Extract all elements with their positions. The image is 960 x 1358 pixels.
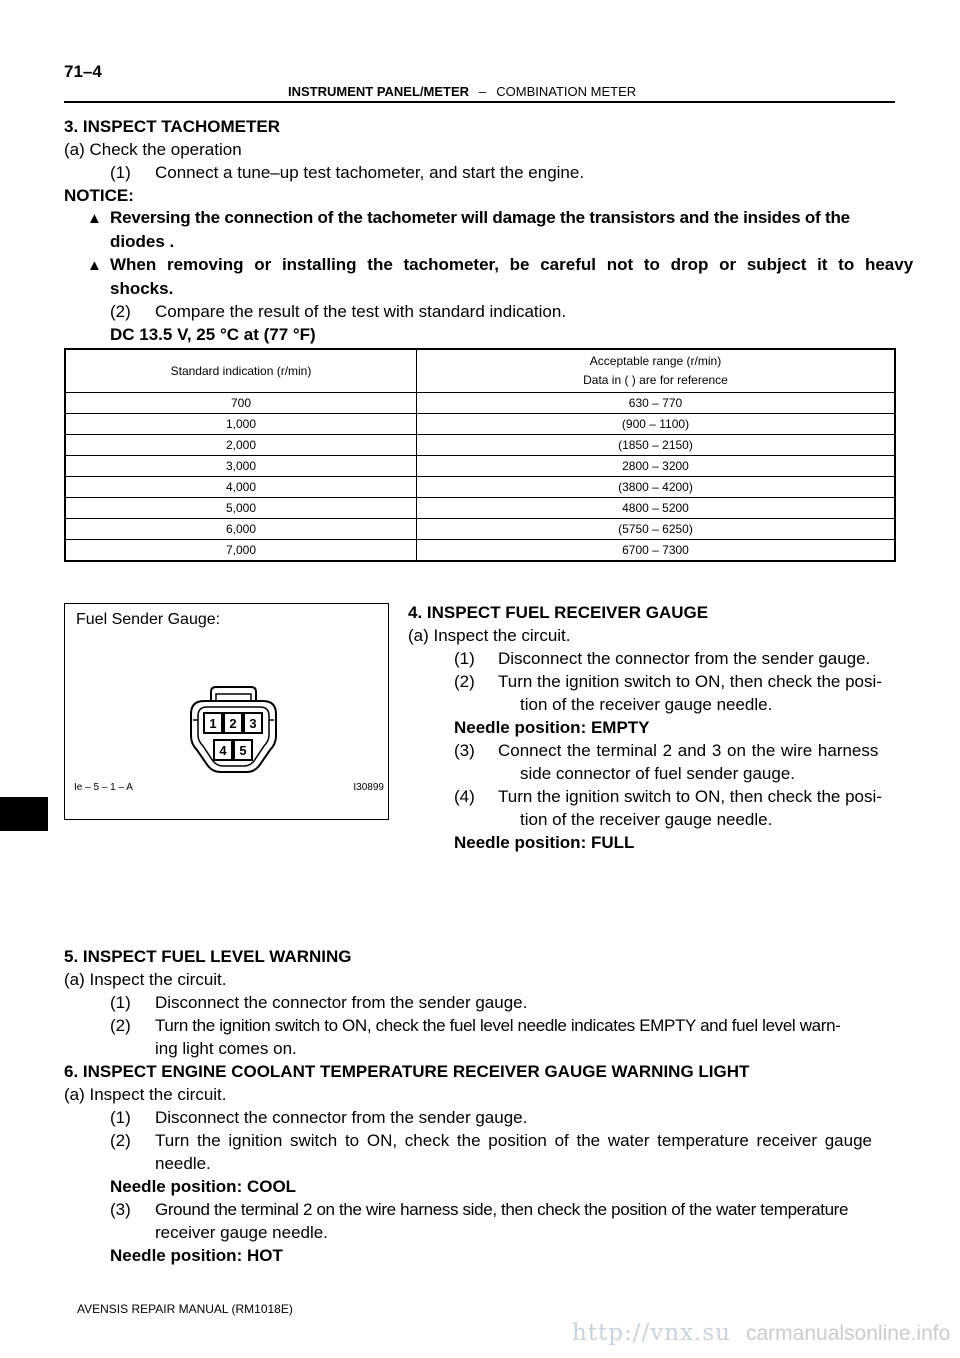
column-header-standard: Standard indication (r/min) xyxy=(65,349,417,393)
section-4-step-4-line-1: Turn the ignition switch to ON, then check the posi- xyxy=(498,787,882,806)
section-6-step-a: (a) Inspect the circuit. xyxy=(64,1085,227,1104)
table-row xyxy=(65,498,895,519)
figure-id: I30899 xyxy=(353,782,384,793)
standard-cell: 3,000 xyxy=(65,456,417,477)
section-4-step-2-line-2: tion of the receiver gauge needle. xyxy=(520,695,773,714)
figure-left-code: Ie – 5 – 1 – A xyxy=(74,782,133,793)
section-4-title: 4. INSPECT FUEL RECEIVER GAUGE xyxy=(408,603,709,622)
table-row xyxy=(65,456,895,477)
section-5-step-1-num: (1) xyxy=(110,993,131,1012)
page-number: 71–4 xyxy=(64,62,102,81)
section-4-step-1-num: (1) xyxy=(454,649,475,668)
section-6-step-3-line-1: Ground the terminal 2 on the wire harness side, then check the position of the water temperature xyxy=(155,1200,849,1219)
watermark-site: carmanualsonline.info xyxy=(746,1322,951,1345)
watermark-url: http://vnx.su xyxy=(572,1320,731,1346)
section-4-step-3-line-2: side connector of fuel sender gauge. xyxy=(520,764,796,783)
section-4-step-1: Disconnect the connector from the sender gauge. xyxy=(498,649,871,668)
section-3-step-1-num: (1) xyxy=(110,163,131,182)
section-3-step-a: (a) Check the operation xyxy=(64,140,242,159)
section-3-title: 3. INSPECT TACHOMETER xyxy=(64,117,280,136)
table-row xyxy=(65,414,895,435)
range-cell: 2800 – 3200 xyxy=(417,456,896,477)
section-4-result-1: Needle position: EMPTY xyxy=(454,718,650,737)
section-3-step-2-num: (2) xyxy=(110,302,131,321)
section-6-step-2-line-2: needle. xyxy=(155,1154,211,1173)
table-row xyxy=(65,477,895,498)
section-6-step-2-num: (2) xyxy=(110,1131,131,1150)
section-6-step-3-num: (3) xyxy=(110,1200,131,1219)
column-header-acceptable-line-2: Data in ( ) are for reference xyxy=(583,373,728,387)
notice-2-line-2: shocks. xyxy=(110,279,174,298)
standard-cell: 7,000 xyxy=(65,540,417,562)
running-header xyxy=(288,84,636,99)
range-cell: (900 – 1100) xyxy=(417,414,896,435)
section-4-step-3-num: (3) xyxy=(454,741,475,760)
column-header-acceptable-line-1: Acceptable range (r/min) xyxy=(589,354,722,368)
header-rule xyxy=(64,101,895,103)
section-5-title: 5. INSPECT FUEL LEVEL WARNING xyxy=(64,947,352,966)
figure-title: Fuel Sender Gauge: xyxy=(76,611,221,628)
standard-cell: 6,000 xyxy=(65,519,417,540)
section-tab-marker xyxy=(0,797,48,831)
section-4-step-3-line-1: Connect the terminal 2 and 3 on the wire harness xyxy=(498,741,879,760)
table-row xyxy=(65,393,895,414)
notice-2-line-1: When removing or installing the tachometer, be careful not to drop or subject it to heavy xyxy=(110,255,914,274)
section-6-title: 6. INSPECT ENGINE COOLANT TEMPERATURE RECEIVER GAUGE WARNING LIGHT xyxy=(64,1062,750,1081)
range-cell: 630 – 770 xyxy=(417,393,896,414)
column-header-acceptable xyxy=(417,349,896,393)
section-5-step-2-line-2: ing light comes on. xyxy=(155,1039,297,1058)
range-cell: (1850 – 2150) xyxy=(417,435,896,456)
notice-label: NOTICE: xyxy=(64,186,134,205)
table-row xyxy=(65,435,895,456)
section-5-step-a: (a) Inspect the circuit. xyxy=(64,970,227,989)
header-section: INSTRUMENT PANEL/METER xyxy=(288,84,470,99)
section-4-result-2: Needle position: FULL xyxy=(454,833,635,852)
warning-bullet-icon: ▲ xyxy=(87,210,102,227)
section-4-step-2-line-1: Turn the ignition switch to ON, then check the posi- xyxy=(498,672,882,691)
standard-cell: 700 xyxy=(65,393,417,414)
standard-cell: 2,000 xyxy=(65,435,417,456)
section-4-step-2-num: (2) xyxy=(454,672,475,691)
section-6-step-2-line-1: Turn the ignition switch to ON, check the position of the water temperature receiver gauge xyxy=(155,1131,872,1150)
header-subsection: COMBINATION METER xyxy=(496,84,637,99)
warning-bullet-icon: ▲ xyxy=(87,257,102,274)
standard-cell: 5,000 xyxy=(65,498,417,519)
section-4-step-4-num: (4) xyxy=(454,787,475,806)
pin-label: 2 xyxy=(229,716,237,731)
section-5-step-2-line-1: Turn the ignition switch to ON, check the fuel level needle indicates EMPTY and fuel level warn- xyxy=(155,1016,841,1035)
pin-label: 1 xyxy=(209,716,217,731)
section-4-step-a: (a) Inspect the circuit. xyxy=(408,626,571,645)
tachometer-spec-table xyxy=(64,348,896,562)
section-6-step-1-num: (1) xyxy=(110,1108,131,1127)
test-condition: DC 13.5 V, 25 °C at (77 °F) xyxy=(110,325,316,344)
range-cell: (5750 – 6250) xyxy=(417,519,896,540)
standard-cell: 1,000 xyxy=(65,414,417,435)
header-separator: – xyxy=(479,84,487,99)
section-5-step-2-num: (2) xyxy=(110,1016,131,1035)
pin-label: 5 xyxy=(239,743,247,758)
pin-label: 3 xyxy=(249,716,257,731)
table-row xyxy=(65,540,895,562)
pin-label: 4 xyxy=(219,743,227,758)
notice-1-line-1: Reversing the connection of the tachometer will damage the transistors and the insides of the xyxy=(110,208,850,227)
section-4-step-4-line-2: tion of the receiver gauge needle. xyxy=(520,810,773,829)
standard-cell: 4,000 xyxy=(65,477,417,498)
notice-1-line-2: diodes . xyxy=(110,232,175,251)
section-3-step-1: Connect a tune–up test tachometer, and start the engine. xyxy=(155,163,585,182)
range-cell: 4800 – 5200 xyxy=(417,498,896,519)
section-6-result-1: Needle position: COOL xyxy=(110,1177,297,1196)
fuel-sender-figure xyxy=(64,603,389,820)
section-3-step-2: Compare the result of the test with standard indication. xyxy=(155,302,567,321)
section-6-step-1: Disconnect the connector from the sender gauge. xyxy=(155,1108,528,1127)
range-cell: (3800 – 4200) xyxy=(417,477,896,498)
manual-footer: AVENSIS REPAIR MANUAL (RM1018E) xyxy=(77,1302,293,1316)
section-6-result-2: Needle position: HOT xyxy=(110,1246,283,1265)
section-6-step-3-line-2: receiver gauge needle. xyxy=(155,1223,328,1242)
table-row xyxy=(65,519,895,540)
range-cell: 6700 – 7300 xyxy=(417,540,896,562)
section-5-step-1: Disconnect the connector from the sender gauge. xyxy=(155,993,528,1012)
